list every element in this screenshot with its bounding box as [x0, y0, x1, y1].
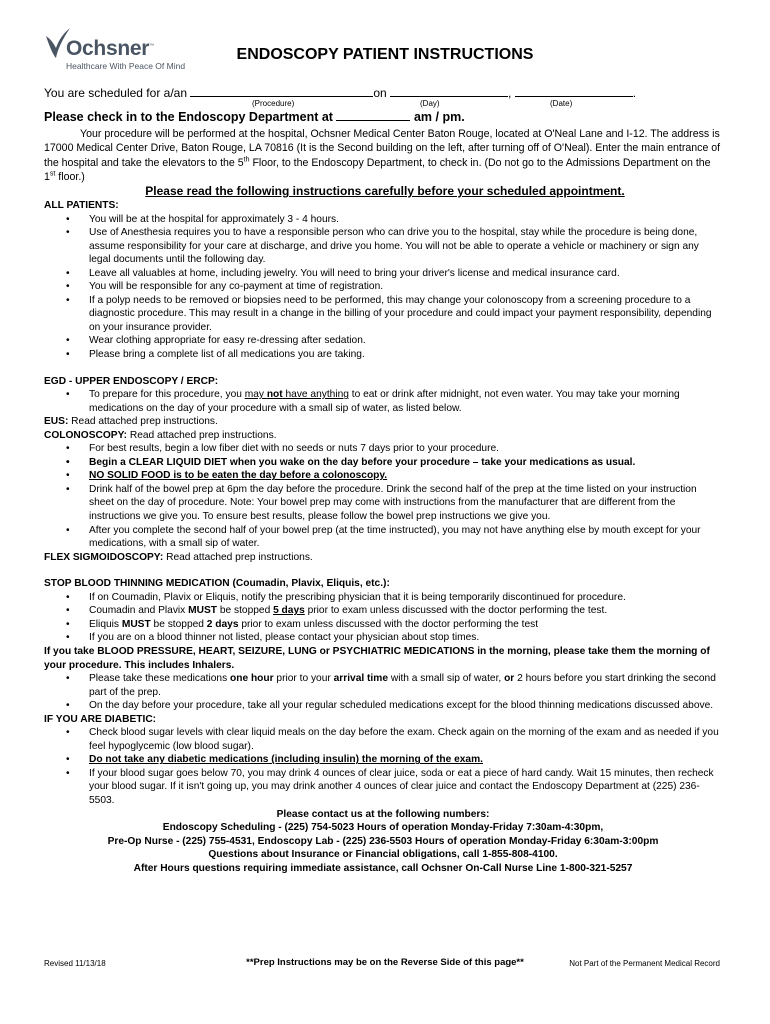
- check-in-line: Please check in to the Endoscopy Department at am / pm.: [44, 110, 465, 124]
- list-item: • Begin a CLEAR LIQUID DIET when you wake on the day before your procedure – take your medications as usual.: [44, 456, 722, 470]
- procedure-blank: [190, 84, 373, 97]
- schedule-line: You are scheduled for a/an on , .: [44, 86, 637, 100]
- all-patients-heading: ALL PATIENTS:: [44, 200, 119, 211]
- contact-scheduling: Endoscopy Scheduling - (225) 754-5023 Hours of operation Monday-Friday 7:30am-4:30pm,: [162, 822, 604, 834]
- procedure-caption: (Procedure): [252, 99, 295, 108]
- list-item: • Leave all valuables at home, including jewelry. You will need to bring your driver's license and medical insurance card.: [44, 267, 722, 281]
- list-item: • If a polyp needs to be removed or biopsies need to be performed, this may change your colonoscopy from a screening procedure to a diagnostic procedure. This may result in a change in the billing of your procedure and could impact your payment responsibility, depending on your insurance provider.: [44, 294, 722, 335]
- list-item: • To prepare for this procedure, you may not have anything to eat or drink after midnight, not even water. You may take your morning medications on the day of your procedure with a small sip of water, as listed below.: [44, 388, 722, 415]
- list-item: • If on Coumadin, Plavix or Eliquis, notify the prescribing physician that it is being temporarily discontinued for procedure.: [44, 591, 722, 605]
- morning-medications-list: [44, 672, 722, 713]
- list-item: • NO SOLID FOOD is to be eaten the day before a colonoscopy.: [44, 469, 722, 483]
- list-item: • Do not take any diabetic medications (including insulin) the morning of the exam.: [44, 753, 722, 767]
- logo-name: Ochsner™: [66, 37, 154, 60]
- contact-insurance: Questions about Insurance or Financial obligations, call 1-855-808-4100.: [208, 849, 558, 861]
- read-instructions-notice: Please read the following instructions carefully before your scheduled appointment.: [145, 184, 625, 198]
- all-patients-list: [44, 213, 722, 362]
- date-blank: [515, 84, 633, 97]
- diabetic-list: [44, 726, 722, 807]
- contact-preop: Pre-Op Nurse - (225) 755-4531, Endoscopy Lab - (225) 236-5503 Hours of operation Monday-Friday 6:30am-3:00pm: [107, 835, 659, 847]
- egd-list: [44, 388, 722, 415]
- list-item: • If your blood sugar goes below 70, you may drink 4 ounces of clear juice, soda or eat a piece of hard candy. Wait 15 minutes, then recheck your blood sugar. If it isn't going up, you may drink another 4 ounces of clear juice and contact the Endoscopy Department at (225) 236-5503.: [44, 767, 722, 808]
- eus-line: EUS: Read attached prep instructions.: [44, 416, 218, 428]
- date-caption: (Date): [550, 99, 573, 108]
- list-item: • Eliquis MUST be stopped 2 days prior to exam unless discussed with the doctor performing the test: [44, 618, 722, 632]
- list-item: • If you are on a blood thinner not listed, please contact your physician about stop times.: [44, 631, 722, 645]
- list-item: • You will be at the hospital for approximately 3 - 4 hours.: [44, 213, 722, 227]
- instructions-body: [44, 199, 722, 875]
- list-item: • Check blood sugar levels with clear liquid meals on the day before the exam. Check again on the morning of the exam and as needed if you feel hypoglycemic (low blood sugar).: [44, 726, 722, 753]
- location-paragraph: Your procedure will be performed at the hospital, Ochsner Medical Center Baton Rouge, located at O'Neal Lane and I-12. The address is 17000 Medical Center Drive, Baton Rouge, LA 70816 (It is the Second building on the left, after turning off of O'Neal). Enter the main entrance of the hospital and take the elevators to the 5th Floor, to the Endoscopy Department, to check in. (Do not go to the Admissions Department on the 1st floor.): [44, 128, 721, 184]
- list-item: • Coumadin and Plavix MUST be stopped 5 days prior to exam unless discussed with the doctor performing the test.: [44, 604, 722, 618]
- logo-tagline: Healthcare With Peace Of Mind: [66, 61, 186, 71]
- list-item: • Drink half of the bowel prep at 6pm the day before the procedure. Drink the second half of the prep at the time listed on your instruction sheet on the day of procedure. Note: Your bowel prep may come with instructions from the manufacturer that are different from the instructions we give you. To ensure best results, please follow the bowel prep instructions we give you.: [44, 483, 722, 524]
- page-title: ENDOSCOPY PATIENT INSTRUCTIONS: [236, 46, 534, 63]
- record-note: Not Part of the Permanent Medical Record: [569, 959, 720, 968]
- list-item: • Please take these medications one hour prior to your arrival time with a small sip of water, or 2 hours before you start drinking the second part of the prep.: [44, 672, 722, 699]
- diabetic-heading: IF YOU ARE DIABETIC:: [44, 713, 157, 725]
- colonoscopy-list: [44, 442, 722, 550]
- list-item: • Please bring a complete list of all medications you are taking.: [44, 348, 722, 362]
- reverse-side-note: **Prep Instructions may be on the Reverse Side of this page**: [246, 957, 524, 968]
- list-item: • You will be responsible for any co-payment at time of registration.: [44, 280, 722, 294]
- day-blank: [390, 84, 508, 97]
- list-item: • On the day before your procedure, take all your regular scheduled medications except for the blood thinning medications discussed above.: [44, 699, 722, 713]
- day-caption: (Day): [420, 99, 440, 108]
- morning-medications-heading: If you take BLOOD PRESSURE, HEART, SEIZURE, LUNG or PSYCHIATRIC MEDICATIONS in the morning, please take them the morning of your procedure. This includes Inhalers.: [44, 645, 710, 671]
- egd-heading: EGD - UPPER ENDOSCOPY / ERCP:: [44, 375, 219, 387]
- contact-after-hours: After Hours questions requiring immediate assistance, call Ochsner On-Call Nurse Line 1-800-321-5257: [133, 862, 633, 874]
- contact-heading: Please contact us at the following numbers:: [276, 808, 490, 820]
- flex-sigmoidoscopy-line: FLEX SIGMOIDOSCOPY: Read attached prep instructions.: [44, 551, 313, 563]
- list-item: • Use of Anesthesia requires you to have a responsible person who can drive you to the hospital, stay while the procedure is being done, assume responsibility for your care at discharge, and drive you home. You will not be able to operate a vehicle or machinery or sign any legal documents until the following day.: [44, 226, 722, 267]
- blood-thinning-list: [44, 591, 722, 645]
- revised-date: Revised 11/13/18: [44, 959, 106, 968]
- list-item: • For best results, begin a low fiber diet with no seeds or nuts 7 days prior to your procedure.: [44, 442, 722, 456]
- check-in-time-blank: [336, 108, 410, 121]
- blood-thinning-heading: STOP BLOOD THINNING MEDICATION (Coumadin, Plavix, Eliquis, etc.):: [44, 578, 390, 590]
- list-item: • After you complete the second half of your bowel prep (at the time instructed), you may not have anything else by mouth except for your medications, with a small sip of water.: [44, 524, 722, 551]
- list-item: • Wear clothing appropriate for easy re-dressing after sedation.: [44, 334, 722, 348]
- colonoscopy-line: COLONOSCOPY: Read attached prep instructions.: [44, 429, 277, 441]
